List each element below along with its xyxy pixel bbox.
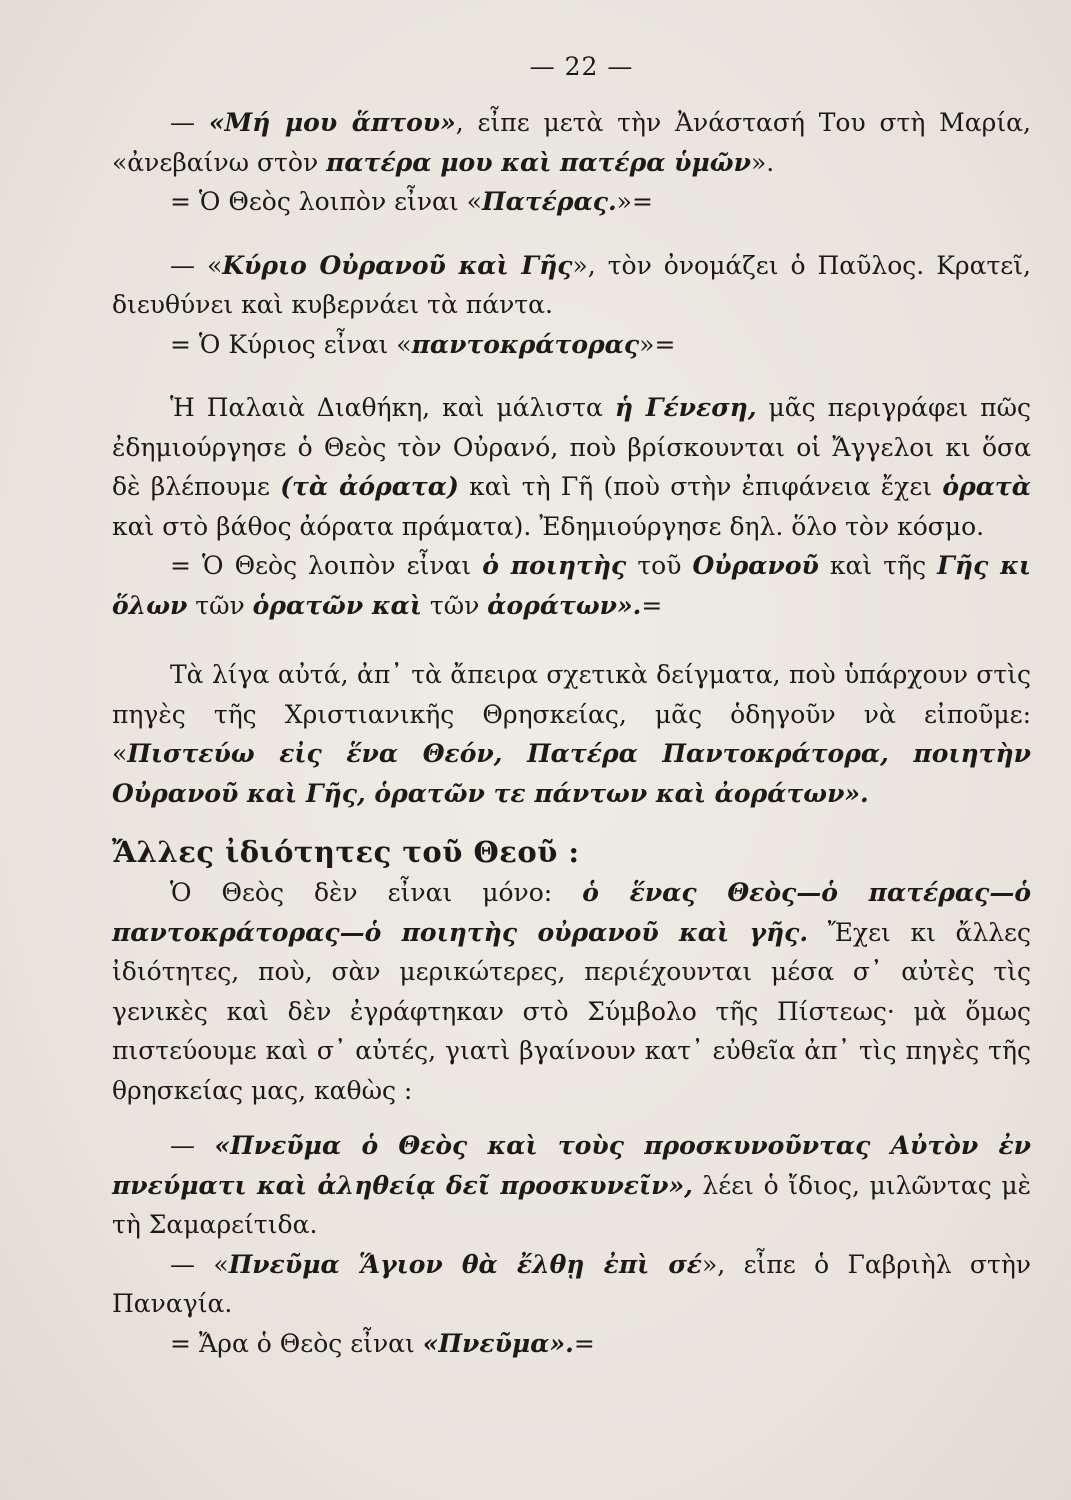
text-run: Ἔχει κι ἄλλες ἰδιότητες, ποὺ, σὰν μερικώτερες, περιέχουνται μέσα σ᾿ αὐτὲς τὶς γενικὲς καὶ δὲν ἐγράφτηκαν στὸ Σύμβολο τῆς Πίστεως· μὰ ὅμως πιστεύουμε καὶ σ᾿ αὐτές, γιατὶ βγαίνουν κατ᾿ εὐθεῖα ἀπ᾿ τὶς πηγὲς τῆς θρησκείας μας, καθὼς : xyxy=(112,917,1032,1105)
text-run: μᾶς περιγράφει πῶς ἐδημιούργησε ὁ Θεὸς τὸν Οὐρανό, ποὺ βρίσκουνται οἱ Ἄγγελοι κι ὅσα δὲ βλέπουμε xyxy=(112,393,1031,501)
emphasis-text: πατέρα μου καὶ πατέρα ὑμῶν xyxy=(326,147,751,177)
text-run: Ἡ Παλαιὰ Διαθήκη, καὶ μάλιστα xyxy=(170,393,615,422)
text-run: καὶ τῆς xyxy=(818,551,938,580)
emphasis-text: Κύριο Οὐρανοῦ καὶ Γῆς xyxy=(222,250,573,280)
text-run: τῶν xyxy=(421,590,488,620)
paragraph-lord-of-heaven xyxy=(112,246,1031,325)
emphasis-text: Πατέρας. xyxy=(481,187,617,216)
text-run: = Ὁ Θεὸς λοιπὸν εἶναι « xyxy=(170,187,482,216)
text-run: , εἶπε μετὰ τὴν Ἀνάστασή Του στὴ Μαρία, «ἀνεβαίνω στὸν xyxy=(112,108,1031,177)
paragraph-creed xyxy=(112,655,1031,813)
paragraph-old-testament xyxy=(112,388,1031,546)
emphasis-text: παντοκράτορας xyxy=(411,329,640,359)
emphasis-text: ἡ Γένεση, xyxy=(614,393,757,422)
text-run: — « xyxy=(170,1249,229,1279)
text-run: καὶ στὸ βάθος ἀόρατα πράματα). Ἐδημιούργησε δηλ. ὅλο τὸν κόσμο. xyxy=(112,511,985,541)
text-run: », εἶπε ὁ Γαβριὴλ στὴν Παναγία. xyxy=(112,1249,1032,1318)
paragraph-other-attributes xyxy=(112,873,1031,1110)
emphasis-text: ὁ ποιητὴς xyxy=(482,551,627,580)
emphasis-text: Πιστεύω εἰς ἕνα Θεόν, Πατέρα Παντοκράτορα, ποιητὴν Οὐρανοῦ καὶ Γῆς, ὁρατῶν τε πάντων καὶ ἀοράτων». xyxy=(112,739,1031,808)
text-run: = Ἄρα ὁ Θεὸς εἶναι xyxy=(170,1328,423,1358)
text-run: = Ὁ Κύριος εἶναι « xyxy=(170,329,412,359)
text-run: = xyxy=(573,1328,595,1358)
emphasis-text: ὁ ἕνας Θεὸς—ὁ πατέρας—ὁ παντοκράτορας—ὁ ποιητὴς οὐρανοῦ καὶ γῆς. xyxy=(112,878,1032,947)
text-run: — xyxy=(170,1131,215,1160)
emphasis-text: ἀοράτων». xyxy=(487,590,642,620)
section-heading: Ἄλλες ἰδιότητες τοῦ Θεοῦ : xyxy=(112,835,580,869)
text-run: τῶν xyxy=(187,590,253,620)
emphasis-text: Πνεῦμα Ἅγιον θὰ ἔλθῃ ἐπὶ σέ xyxy=(228,1249,702,1279)
text-run: »= xyxy=(616,187,653,216)
text-run: — « xyxy=(170,250,223,280)
emphasis-text: ὁρατῶν καὶ xyxy=(252,590,422,620)
text-run: ». xyxy=(750,147,775,177)
text-run: = Ὁ Θεὸς λοιπὸν εἶναι xyxy=(170,551,483,580)
emphasis-text: ὁρατὰ xyxy=(942,472,1031,501)
text-run: Ὁ Θεὸς δὲν εἶναι μόνο: xyxy=(170,878,583,907)
emphasis-text: (τὰ ἀόρατα) xyxy=(280,472,459,501)
conclusion-creator xyxy=(112,546,1031,625)
emphasis-text: Γῆς κι ὅλων xyxy=(112,551,1031,620)
emphasis-text: «Πνεῦμα ὁ Θεὸς καὶ τοὺς προσκυνοῦντας Αὐτὸν ἐν πνεύματι καὶ ἀληθείᾳ δεῖ προσκυνεῖν», xyxy=(112,1131,1031,1200)
emphasis-text: «Μή μου ἅπτου» xyxy=(208,108,456,137)
emphasis-text: Οὐρανοῦ xyxy=(692,551,819,580)
text-run: »= xyxy=(639,329,676,359)
text-run: καὶ τὴ Γῆ (ποὺ στὴν ἐπιφάνεια ἔχει xyxy=(458,472,943,501)
text-run: = xyxy=(641,590,663,620)
text-run: », τὸν ὀνομάζει ὁ Παῦλος. Κρατεῖ, διευθύνει καὶ κυβερνάει τὰ πάντα. xyxy=(112,250,1031,319)
paragraph-noli-me-tangere xyxy=(112,103,1031,182)
text-run: Τὰ λίγα αὐτά, ἀπ᾿ τὰ ἄπειρα σχετικὰ δείγματα, ποὺ ὑπάρχουν στὶς πηγὲς τῆς Χριστιανικῆς Θρησκείας, μᾶς ὁδηγοῦν νὰ εἰποῦμε: « xyxy=(112,660,1031,768)
page-number: — 22 — xyxy=(529,52,634,81)
conclusion-almighty xyxy=(112,325,1031,365)
conclusion-father xyxy=(112,182,1031,222)
text-run: — xyxy=(170,108,209,137)
text-run: λέει ὁ ἴδιος, μιλῶντας μὲ τὴ Σαμαρείτιδα. xyxy=(112,1170,1031,1239)
paragraph-holy-spirit xyxy=(112,1245,1031,1324)
paragraph-spirit-worship xyxy=(112,1126,1031,1245)
conclusion-spirit xyxy=(112,1324,1031,1364)
emphasis-text: «Πνεῦμα». xyxy=(422,1328,574,1358)
text-run: τοῦ xyxy=(626,551,693,580)
